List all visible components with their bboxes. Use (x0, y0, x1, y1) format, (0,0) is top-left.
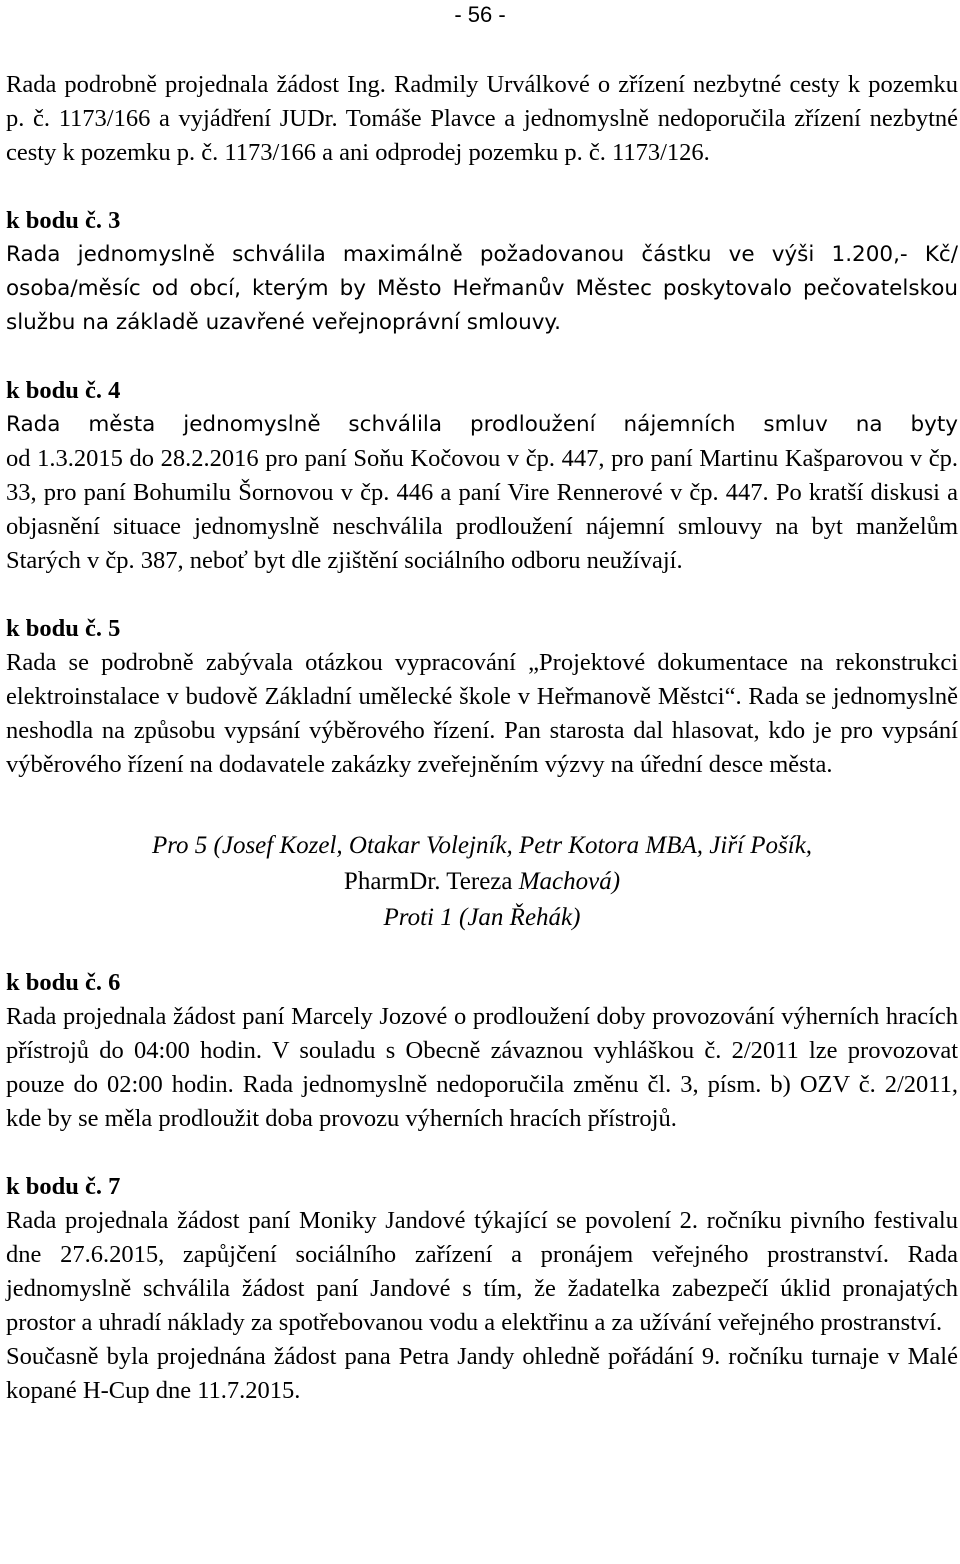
item-body-7-extra: Současně byla projednána žádost pana Petra Jandy ohledně pořádání 9. ročníku turnaje v Malé kopané H-Cup dne 11.7.2015. (6, 1343, 958, 1404)
vote-result (6, 828, 958, 936)
item-body-5: Rada se podrobně zabývala otázkou vypracování „Projektové dokumentace na rekonstrukci elektroinstalace v budově Základní umělecké škole v Heřmanově Městci“. Rada se jednomyslně neshodla na způsobu vypsání výběrového řízení. Pan starosta dal hlasovat, kdo je pro vypsání výběrového řízení na dodavatele zakázky zveřejněním výzvy na úřední desce města. (6, 649, 958, 778)
item-heading-3: k bodu č. 3 (6, 207, 121, 234)
document-body (6, 68, 958, 1408)
vote-for-line: Pro 5 (Josef Kozel, Otakar Volejník, Petr Kotora MBA, Jiří Pošík, (151, 832, 813, 859)
item-heading-4: k bodu č. 4 (6, 377, 121, 404)
item-body-3: Rada jednomyslně schválila maximálně požadovanou částku ve výši 1.200,- Kč/ osoba/měsíc od obcí, kterým by Město Heřmanův Městec poskytovalo pečovatelskou službu na základě uzavřené veřejnoprávní smlouvy. (6, 242, 958, 335)
vote-name-upright: PharmDr. Tereza (343, 868, 519, 895)
vote-for-line-2 (6, 864, 958, 900)
page-number: - 56 - (454, 2, 506, 27)
item-body-7: Rada projednala žádost paní Moniky Jandové týkající se povolení 2. ročníku pivního festivalu dne 27.6.2015, zapůjčení sociálního zařízení a pronájem veřejného prostranství. Rada jednomyslně schválila žádost paní Jandové s tím, že žadatelka zabezpečí úklid pronajatých prostor a uhradí náklady za spotřebovanou vodu a elektřinu a za užívání veřejného prostranství. (6, 1207, 958, 1336)
intro-paragraph: Rada podrobně projednala žádost Ing. Radmily Urválkové o zřízení nezbytné cesty k pozemku p. č. 1173/166 a vyjádření JUDr. Tomáše Plavce a jednomyslně nedoporučila zřízení nezbytné cesty k pozemku p. č. 1173/166 a ani odprodej pozemku p. č. 1173/126. (6, 71, 958, 166)
item-body-4-intro: Rada města jednomyslně schválila prodloužení nájemních smluv na byty (6, 412, 958, 437)
item-heading-6: k bodu č. 6 (6, 969, 121, 996)
item-heading-5: k bodu č. 5 (6, 615, 121, 642)
item-heading-7: k bodu č. 7 (6, 1173, 121, 1200)
vote-name-italic: Machová) (518, 868, 621, 895)
vote-against-line: Proti 1 (Jan Řehák) (383, 904, 581, 931)
item-body-4: od 1.3.2015 do 28.2.2016 pro paní Soňu Kočovou v čp. 447, pro paní Martinu Kašparovou v čp. 33, pro paní Bohumilu Šornovou v čp. 446 a paní Vire Rennerové v čp. 447. Po kratší diskusi a objasnění situace jednomyslně neschválila prodloužení nájemní smlouvy na byt manželům Starých v čp. 387, neboť byt dle zjištění sociálního odboru neužívají. (6, 445, 958, 574)
item-body-6: Rada projednala žádost paní Marcely Jozové o prodloužení doby provozování výherních hracích přístrojů do 04:00 hodin. V souladu s Obecně závaznou vyhláškou č. 2/2011 lze provozovat pouze do 02:00 hodin. Rada jednomyslně nedoporučila změnu čl. 3, písm. b) OZV č. 2/2011, kde by se měla prodloužit doba provozu výherních hracích přístrojů. (6, 1003, 958, 1132)
